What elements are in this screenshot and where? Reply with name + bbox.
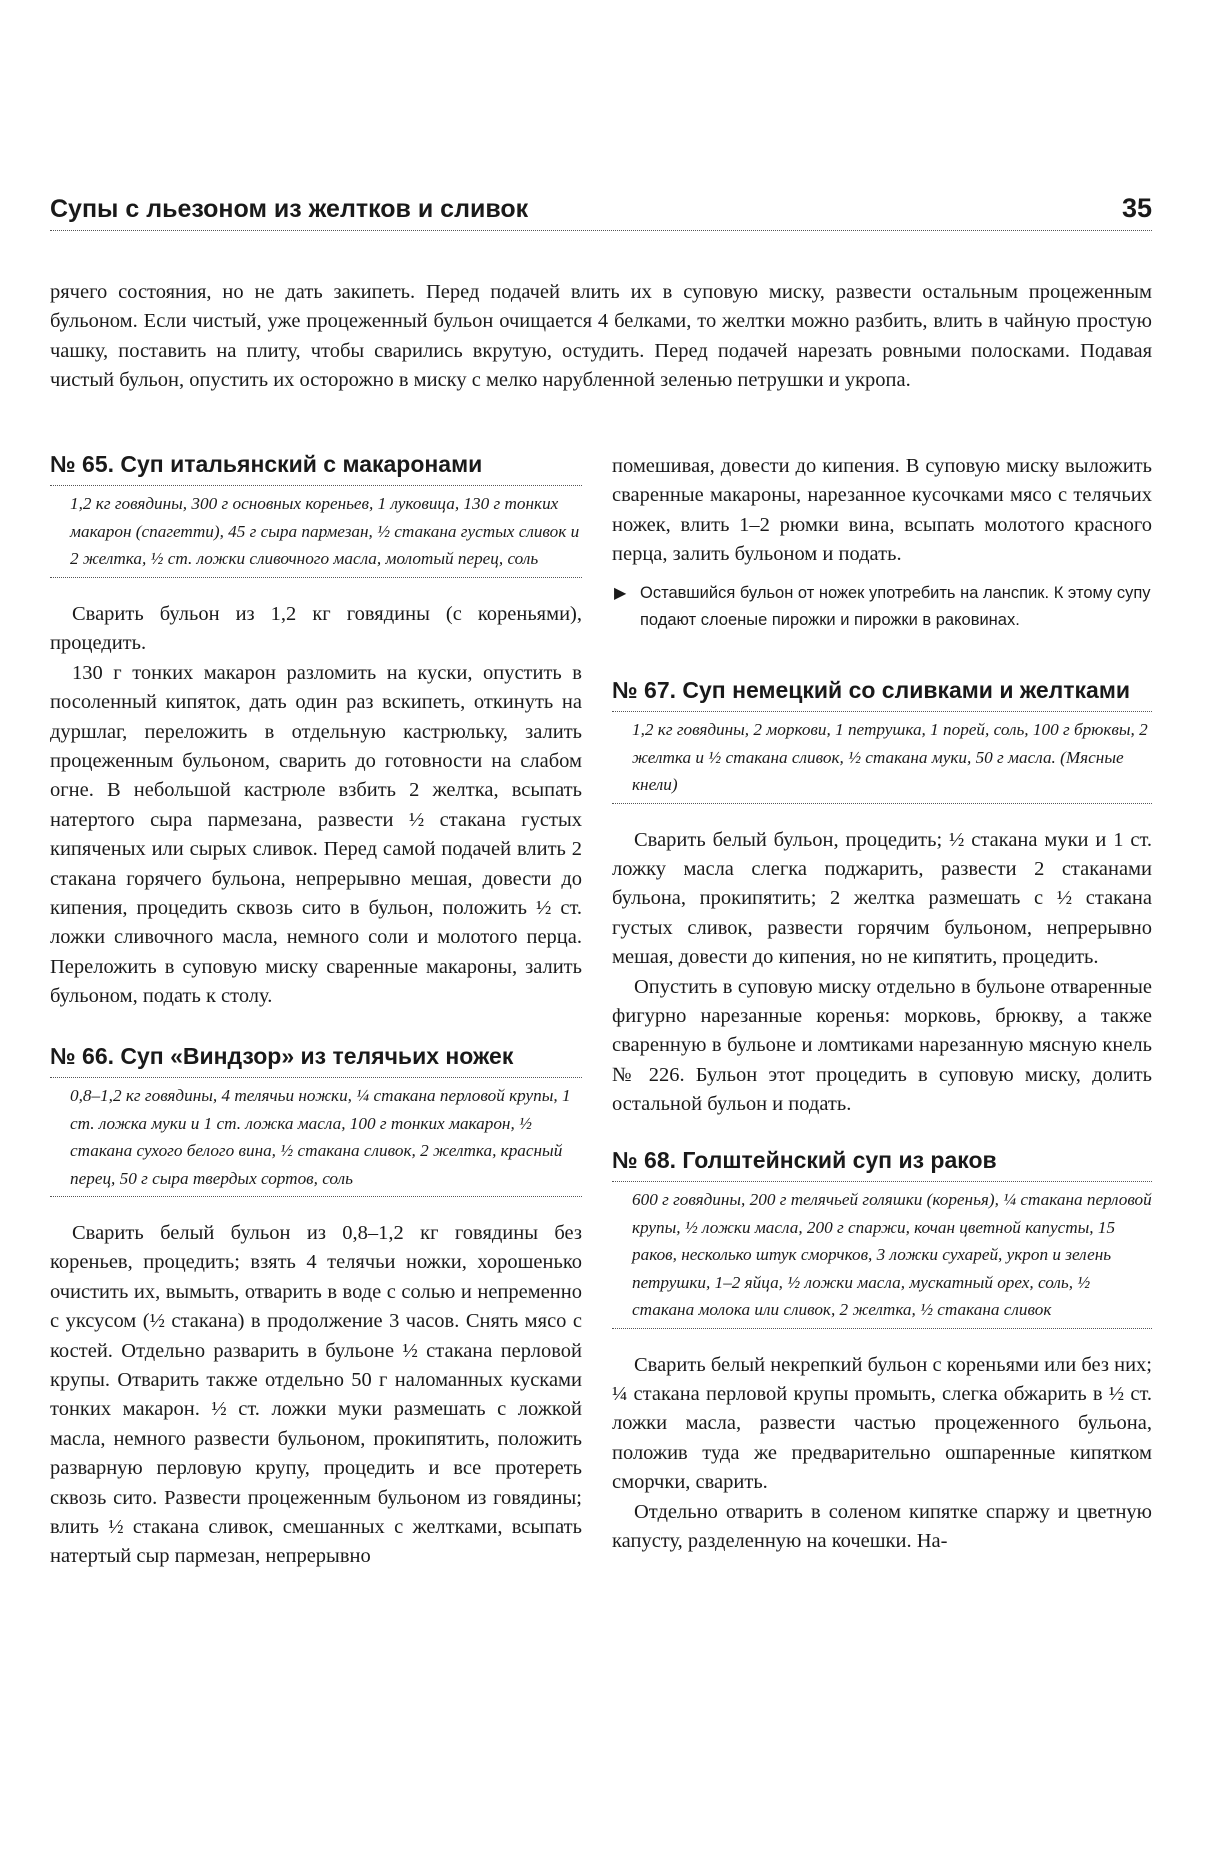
recipe-68-paragraph: Отдельно отварить в соленом кипятке спаржу и цветную капусту, разделенную на кочешки. На- <box>612 1500 1152 1552</box>
page-number: 35 <box>1121 193 1152 223</box>
recipe-65-title: № 65. Суп итальянский с макаронами <box>50 450 582 486</box>
right-column <box>612 452 1152 1556</box>
recipe-67-ingredients: 1,2 кг говядины, 2 моркови, 1 петрушка, 1 порей, соль, 100 г брюквы, 2 желтка и ½ стакана сливок, ½ стакана муки, 50 г масла. (Мясные кнели) <box>612 712 1152 804</box>
recipe-65-paragraph: 130 г тонких макарон разломить на куски, опустить в посоленный кипяток, дать один раз вскипеть, откинуть на дуршлаг, переложить в отдельную кастрюльку, залить процеженным бульоном, сварить до готовности на слабом огне. В небольшой кастрюле взбить 2 желтка, всыпать натертого сыра пармезана, развести ½ стакана густых кипяченых или сырых сливок. Перед самой подачей влить 2 стакана горячего бульона, непрерывно мешая, довести до кипения, процедить сквозь сито в бульон, положить ½ ст. ложки сливочного масла, немного соли и молотого перца. Переложить в суповую миску сваренные макароны, залить бульоном, подать к столу. <box>50 661 582 1008</box>
recipe-66-continuation: помешивая, довести до кипения. В суповую миску выложить сваренные макароны, нарезанное кусочками мясо с телячьих ножек, влить 1–2 рюмки вина, всыпать молотого красного перца, залить бульоном и подать. <box>612 455 1152 566</box>
recipe-68-title: № 68. Голштейнский суп из раков <box>612 1146 1152 1182</box>
recipe-67-paragraph: Сварить белый бульон, процедить; ½ стакана муки и 1 ст. ложку масла слегка поджарить, развести 2 стаканами бульона, прокипятить; 2 желтка размешать с ½ стакана густых сливок, развести горячим бульоном, непрерывно мешая, довести до кипения, но не кипятить, процедить. <box>612 828 1152 969</box>
running-header <box>50 193 1152 231</box>
recipe-65-paragraph: Сварить бульон из 1,2 кг говядины (с кореньями), процедить. <box>50 602 582 655</box>
recipe-67-title: № 67. Суп немецкий со сливками и желтками <box>612 676 1152 712</box>
note-text: Оставшийся бульон от ножек употребить на ланспик. К этому супу подают слоеные пирожки и пирожки в раковинах. <box>640 583 1151 629</box>
recipe-66-title: № 66. Суп «Виндзор» из телячьих ножек <box>50 1042 582 1078</box>
recipe-66-ingredients: 0,8–1,2 кг говядины, 4 телячьи ножки, ¼ стакана перловой крупы, 1 ст. ложка муки и 1 ст. ложка масла, 100 г тонких макарон, ½ стакана сухого белого вина, ½ стакана сливок, 2 желтка, красный перец, 50 г сыра твердых сортов, соль <box>50 1078 582 1197</box>
recipe-66-note <box>612 580 1152 634</box>
recipe-68-ingredients: 600 г говядины, 200 г телячьей голяшки (коренья), ¼ стакана перловой крупы, ½ ложки масла, 200 г спаржи, кочан цветной капусты, 15 раков, несколько штук сморчков, 3 ложки сухарей, укроп и зелень петрушки, 1–2 яйца, ½ ложки масла, мускатный орех, соль, ½ стакана молока или сливок, 2 желтка, ½ стакана сливок <box>612 1182 1152 1329</box>
recipe-66-paragraph: Сварить белый бульон из 0,8–1,2 кг говядины без кореньев, процедить; взять 4 телячьи ножки, хорошенько очистить их, вымыть, отварить в воде с солью и непременно с уксусом (½ стакана) в продолжение 3 часов. Снять мясо с костей. Отдельно разварить в бульоне ½ стакана перловой крупы. Отварить также отдельно 50 г наломанных кусками тонких макарон. ½ ст. ложки муки размешать с ложкой масла, немного развести бульоном, прокипятить, положить разварную перловую крупу, процедить и все протереть сквозь сито. Развести процеженным бульоном из говядины; влить ½ стакана сливок, смешанных с желтками, всыпать натертый сыр пармезан, непрерывно <box>50 1222 582 1568</box>
intro-paragraph: рячего состояния, но не дать закипеть. Перед подачей влить их в суповую миску, развести остальным процеженным бульоном. Если чистый, уже процеженный бульон очищается 4 белками, то желтки можно разбить, влить в чайную простую чашку, поставить на плиту, чтобы сварились вкрутую, остудить. Перед подачей нарезать ровными полосками. Подавая чистый бульон, опустить их осторожно в миску с мелко нарубленной зеленью петрушки и укропа. <box>50 281 1152 391</box>
note-arrow-icon: ▶ <box>614 584 627 602</box>
section-title: Супы с льезоном из желтков и сливок <box>50 195 529 223</box>
recipe-67-paragraph: Опустить в суповую миску отдельно в бульоне отваренные фигурно нарезанные коренья: морковь, брюкву, а также сваренную в бульоне и ломтиками нарезанную мясную кнель № 226. Бульон этот процедить в суповую миску, долить остальной бульон и подать. <box>612 975 1152 1116</box>
left-column <box>50 450 582 1572</box>
recipe-68-paragraph: Сварить белый некрепкий бульон с кореньями или без них; ¼ стакана перловой крупы промыть, слегка обжарить в ½ ст. ложки масла, развести частью процеженного бульона, положив туда же предварительно ошпаренные кипятком сморчки, сварить. <box>612 1353 1152 1494</box>
recipe-65-ingredients: 1,2 кг говядины, 300 г основных кореньев, 1 луковица, 130 г тонких макарон (спагетти), 45 г сыра пармезан, ½ стакана густых сливок и 2 желтка, ½ ст. ложки сливочного масла, молотый перец, соль <box>50 486 582 578</box>
